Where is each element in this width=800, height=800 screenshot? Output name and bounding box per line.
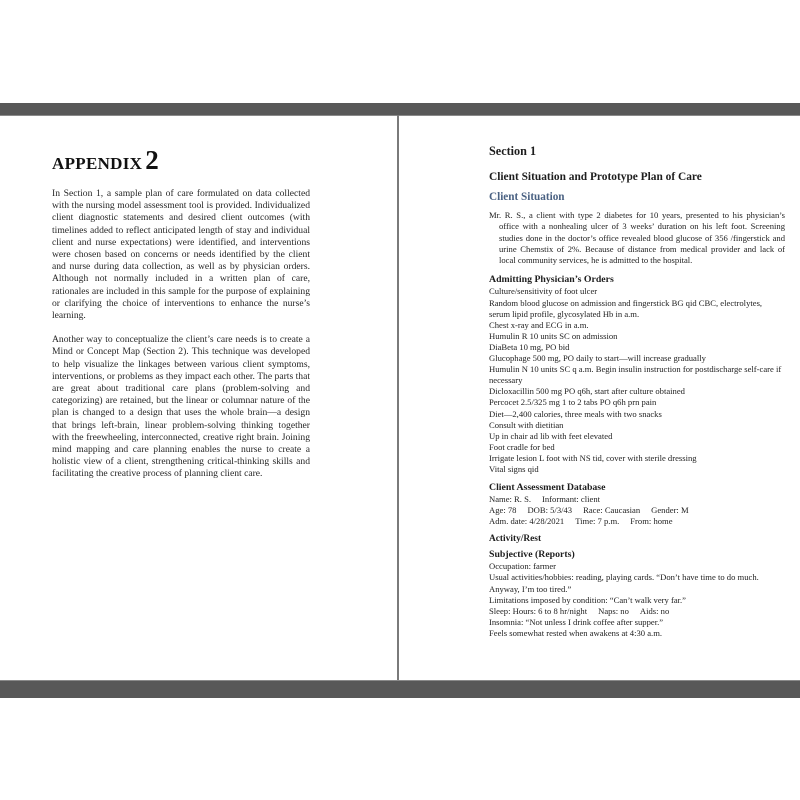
client-situation-heading: Client Situation	[489, 191, 565, 203]
order-item: Chest x-ray and ECG in a.m.	[489, 319, 589, 330]
subjective-list	[489, 561, 785, 639]
right-page	[399, 115, 800, 680]
order-item: Up in chair ad lib with feet elevated	[489, 430, 613, 441]
left-page	[0, 115, 397, 680]
usual-activities: Usual activities/hobbies: reading, playing cards. “Don’t have time to do much. Anyway, I’m too tired.”	[489, 572, 759, 594]
aids: Aids: no	[639, 605, 670, 616]
assessment-database	[489, 494, 785, 527]
limitations: Limitations imposed by condition: “Can’t walk very far.”	[489, 594, 686, 605]
order-item: Irrigate lesion L foot with NS tid, cover with sterile dressing	[489, 452, 697, 463]
bottom-viewer-bar	[0, 680, 800, 698]
appendix-intro-text	[52, 188, 310, 493]
section-title: Section 1	[489, 144, 537, 158]
order-item: Culture/sensitivity of foot ulcer	[489, 286, 598, 297]
appendix-title-number: 2	[145, 145, 160, 175]
section-subtitle: Client Situation and Prototype Plan of Care	[489, 171, 702, 183]
insomnia: Insomnia: “Not unless I drink coffee after supper.”	[489, 616, 664, 627]
order-item: Random blood glucose on admission and fingerstick BG qid CBC, electrolytes, serum lipid profile, glycosylated Hb in a.m.	[489, 297, 763, 319]
order-item: Glucophage 500 mg, PO daily to start—will increase gradually	[489, 353, 706, 364]
intro-paragraph: In Section 1, a sample plan of care formulated on data collected with the nursing model assessment tool is provided. Individualized client diagnostic statements and desired client outcomes (with timelines added to reflect anticipated length of stay and individual client and nurse expectations) were identified, and interventions were chosen based on concerns or needs identified by the client and nurse during data collection, as well as by physician orders. Although not normally included in a written plan of care, rationales are included in this sample for the purpose of explaining or clarifying the choice of interventions to enhance the nurse’s learning.	[52, 188, 310, 322]
order-item: Humulin R 10 units SC on admission	[489, 330, 618, 341]
right-page-content	[489, 144, 785, 639]
physician-orders-heading: Admitting Physician’s Orders	[489, 274, 614, 286]
order-item: Vital signs qid	[489, 463, 539, 474]
db-gender: Gender: M	[651, 505, 689, 516]
appendix-title	[52, 145, 159, 176]
appendix-title-word: APPENDIX	[52, 154, 143, 173]
order-item: Foot cradle for bed	[489, 441, 555, 452]
naps: Naps: no	[598, 605, 629, 616]
db-adm-date: Adm. date: 4/28/2021	[489, 516, 565, 527]
db-informant: Informant: client	[542, 494, 601, 505]
db-race: Race: Caucasian	[583, 505, 641, 516]
db-dob: DOB: 5/3/43	[527, 505, 573, 516]
sleep-line	[489, 606, 785, 617]
db-line-admission	[489, 516, 785, 527]
db-name: Name: R. S.	[489, 494, 532, 505]
intro-paragraph: Another way to conceptualize the client’s care needs is to create a Mind or Concept Map (Section 2). This technique was developed to help visualize the linkages between various client symptoms, interventions, or problems as they impact each other. The parts that are great about traditional care plans (problem-solving and categorizing) are retained, but the linear or columnar nature of the plan is changed to a design that uses the whole brain—a design that brings left-brain, linear problem-solving thinking together with the freewheeling, interconnected, creative right brain. Joining mind mapping and care planning enables the nurse to create a holistic view of a client, strengthening critical-thinking skills and facilitating the creative process of planning client care.	[52, 334, 310, 480]
order-item: Percocet 2.5/325 mg 1 to 2 tabs PO q6h prn pain	[489, 397, 657, 408]
db-line-name	[489, 494, 785, 505]
activity-rest-heading: Activity/Rest	[489, 534, 542, 545]
occupation: Occupation: farmer	[489, 561, 557, 572]
physician-orders-list	[489, 286, 785, 475]
order-item: Dicloxacillin 500 mg PO q6h, start after culture obtained	[489, 386, 685, 397]
assessment-database-heading: Client Assessment Database	[489, 482, 606, 494]
order-item: Humulin N 10 units SC q a.m. Begin insulin instruction for postdischarge self-care if necessary	[489, 364, 782, 386]
db-from: From: home	[630, 516, 673, 527]
subjective-heading: Subjective (Reports)	[489, 549, 575, 561]
order-item: Diet—2,400 calories, three meals with two snacks	[489, 408, 662, 419]
order-item: Consult with dietitian	[489, 419, 564, 430]
order-item: DiaBeta 10 mg, PO bid	[489, 341, 570, 352]
db-time: Time: 7 p.m.	[575, 516, 620, 527]
db-line-demographics	[489, 505, 785, 516]
db-age: Age: 78	[489, 505, 517, 516]
client-situation-text: Mr. R. S., a client with type 2 diabetes for 10 years, presented to his physician’s office with a nonhealing ulcer of 3 weeks’ duration on his left foot. Screening studies done in the doctor’s office revealed blood glucose of 356 /fingerstick and urine Chemstix of 2%. Because of distance from medical provider and lack of local community services, he is admitted to the hospital.	[489, 210, 785, 266]
sleep-hours: Sleep: Hours: 6 to 8 hr/night	[489, 605, 588, 616]
rested: Feels somewhat rested when awakens at 4:30 a.m.	[489, 627, 663, 638]
